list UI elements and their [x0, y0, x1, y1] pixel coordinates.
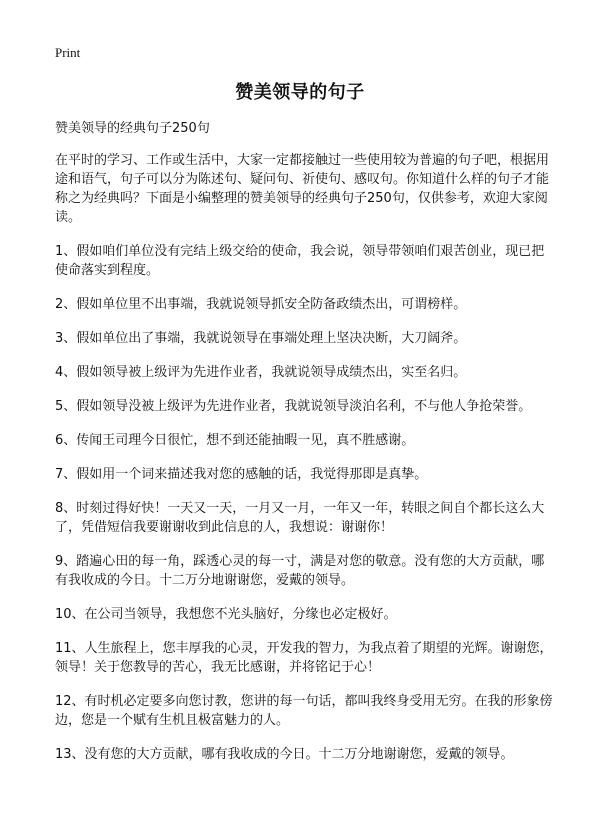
list-item: 6、传闻王司理今日很忙，想不到还能抽暇一见，真不胜感谢。: [55, 433, 415, 448]
list-item: 5、假如领导没被上级评为先进作业者，我就说领导淡泊名利，不与他人争抢荣誉。: [55, 399, 532, 414]
page-title: 赞美领导的句子: [235, 82, 365, 103]
list-item: 2、假如单位里不出事端，我就说领导抓安全防备政绩杰出，可谓榜样。: [55, 297, 467, 312]
list-item: 1、假如咱们单位没有完结上级交给的使命，我会说，领导带领咱们艰苦创业，现已把使命落实到程度。: [55, 244, 545, 278]
list-item: 13、没有您的大方贡献，哪有我收成的今日。十二万分地谢谢您，爱戴的领导。: [55, 747, 514, 762]
list-item: 4、假如领导被上级评为先进作业者，我就说领导成绩杰出，实至名归。: [55, 365, 467, 380]
list-item: 12、有时机必定要多向您讨教，您讲的每一句话，都叫我终身受用无穷。在我的形象傍边，您是一个赋有生机且极富魅力的人。: [55, 694, 553, 728]
print-link[interactable]: Print: [55, 45, 81, 60]
intro-paragraph: 在平时的学习、工作或生活中，大家一定都接触过一些使用较为普遍的句子吧，根据用途和语气，句子可以分为陈述句、疑问句、祈使句、感叹句。你知道什么样的句子才能称之为经典吗？下面是小编整理的赞美领导的经典句子250句，仅供参考，欢迎大家阅读。: [55, 153, 550, 225]
list-item: 10、在公司当领导，我想您不光头脑好，分缘也必定极好。: [55, 607, 397, 622]
list-item: 11、人生旅程上，您丰厚我的心灵，开发我的智力，为我点着了期望的光辉。谢谢您，领导！关于您教导的苦心，我无比感谢，并将铭记于心！: [55, 641, 553, 675]
list-item: 8、时刻过得好快！一天又一天，一月又一月，一年又一年，转眼之间自个都长这么大了，凭借短信我要谢谢收到此信息的人，我想说：谢谢你！: [55, 501, 545, 535]
document-subtitle: 赞美领导的经典句子250句: [55, 121, 210, 136]
list-item: 7、假如用一个词来描述我对您的感触的话，我觉得那即是真挚。: [55, 467, 428, 482]
list-item: 3、假如单位出了事端，我就说领导在事端处理上坚决决断，大刀阔斧。: [55, 331, 467, 346]
document-body: [55, 119, 555, 779]
list-item: 9、踏遍心田的每一角，踩透心灵的每一寸，满是对您的敬意。没有您的大方贡献，哪有我收成的今日。十二万分地谢谢您，爱戴的领导。: [55, 554, 545, 588]
